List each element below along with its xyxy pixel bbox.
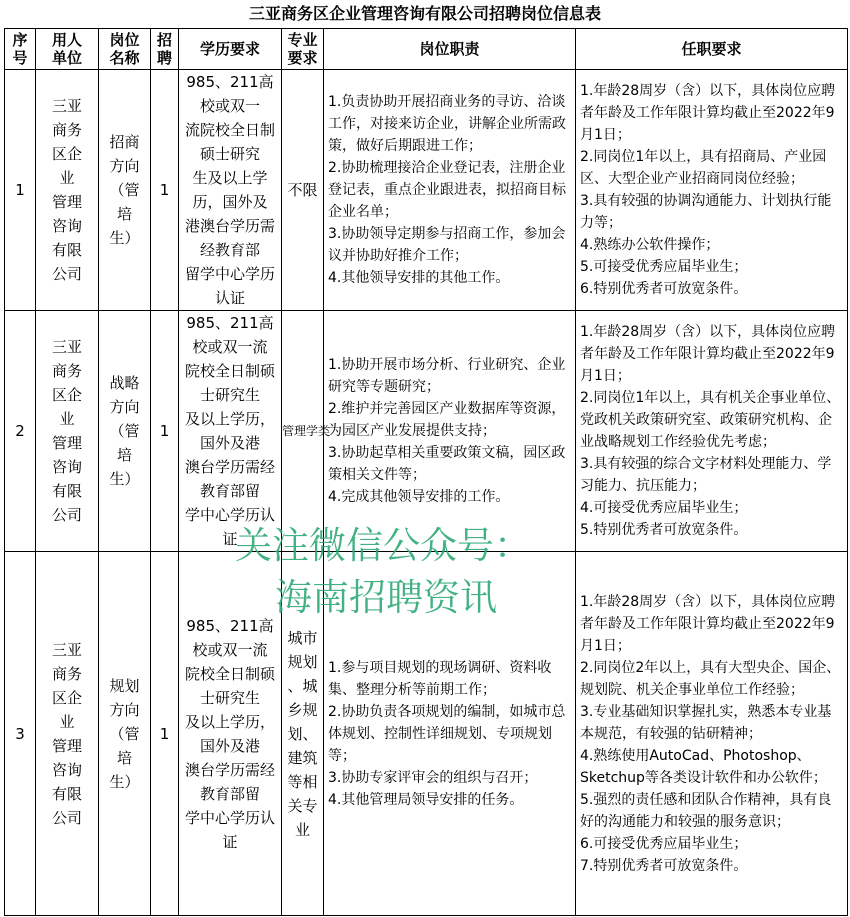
requirement-item: 5.可接受优秀应届毕业生； <box>580 259 748 275</box>
duty-item: 3.协助起草相关重要政策文稿，园区政策相关文件等； <box>328 445 566 483</box>
header-seq: 序 号 <box>5 29 36 70</box>
requirement-item: 2.同岗位1年以上，具有机关企事业单位、党政机关政策研究室、政策研究机构、企业战略规划工作经验优先考虑； <box>580 390 841 450</box>
requirement-item: 5.强烈的责任感和团队合作精神，具有良好的沟通能力和较强的服务意识； <box>580 791 832 830</box>
duty-item: 1.参与项目规划的现场调研、资料收集、整理分析等前期工作； <box>328 659 552 698</box>
header-employer: 用人 单位 <box>36 29 99 70</box>
header-major: 专业 要求 <box>282 29 324 70</box>
cell-education: 985、211高 校或双一流 院校全日制硕 士研究生 及以上学历， 国外及港 澳台学历需经 教育部留 学中心学历认 证 <box>179 311 282 552</box>
duty-item: 3.协助专家评审会的组织与召开； <box>328 769 538 786</box>
duty-item: 4.完成其他领导安排的工作。 <box>328 489 510 505</box>
requirement-item: 5.特别优秀者可放宽条件。 <box>580 522 748 538</box>
table-row <box>5 552 848 916</box>
requirement-item: 4.熟练使用AutoCad、Photoshop、Sketchup等各类设计软件和办公软件； <box>580 747 827 786</box>
requirement-item: 1.年龄28周岁（含）以下，具体岗位应聘者年龄及工作年限计算均截止至2022年9月1日； <box>580 83 836 143</box>
cell-major: 管理学类 <box>282 311 324 552</box>
requirement-item: 3.具有较强的协调沟通能力、计划执行能力等； <box>580 193 832 231</box>
cell-position: 规划 方向 （管 培 生） <box>99 552 151 916</box>
cell-seq: 2 <box>5 311 36 552</box>
requirement-item: 7.特别优秀者可放宽条件。 <box>580 857 748 874</box>
cell-employer: 三亚 商务 区企 业 管理 咨询 有限 公司 <box>36 70 99 311</box>
cell-duties <box>324 552 576 916</box>
requirement-item: 4.可接受优秀应届毕业生； <box>580 500 748 516</box>
cell-requirements <box>576 70 848 311</box>
cell-position: 招商 方向 （管 培 生） <box>99 70 151 311</box>
table-title: 三亚商务区企业管理咨询有限公司招聘岗位信息表 <box>248 4 601 23</box>
header-position: 岗位 名称 <box>99 29 151 70</box>
requirement-item: 1.年龄28周岁（含）以下，具体岗位应聘者年龄及工作年限计算均截止至2022年9月1日； <box>580 324 836 384</box>
duty-item: 4.其他领导安排的其他工作。 <box>328 270 510 286</box>
cell-employer: 三亚 商务 区企 业 管理 咨询 有限 公司 <box>36 311 99 552</box>
table-row <box>5 70 848 311</box>
duty-item: 3.协助领导定期参与招商工作，参加会议并协助好推介工作； <box>328 226 566 264</box>
requirement-item: 1.年龄28周岁（含）以下，具体岗位应聘者年龄及工作年限计算均截止至2022年9月1日； <box>580 593 836 654</box>
cell-duties <box>324 311 576 552</box>
duty-item: 2.协助负责各项规划的编制，如城市总体规划、控制性详细规划、专项规划等； <box>328 703 566 764</box>
duty-item: 4.其他管理局领导安排的任务。 <box>328 791 524 808</box>
cell-major: 不限 <box>282 70 324 311</box>
duty-item: 1.协助开展市场分析、行业研究、企业研究等专题研究； <box>328 357 566 395</box>
header-requirements: 任职要求 <box>576 29 848 70</box>
cell-requirements <box>576 311 848 552</box>
header-row <box>5 29 848 70</box>
cell-major: 城市 规划 、城 乡规 划、 建筑 等相 关专 业 <box>282 552 324 916</box>
header-duties: 岗位职责 <box>324 29 576 70</box>
requirement-item: 4.熟练办公软件操作； <box>580 237 720 253</box>
duty-item: 2.维护并完善园区产业数据库等资源，为园区产业发展提供支持； <box>328 401 566 439</box>
cell-duties <box>324 70 576 311</box>
requirement-item: 3.专业基础知识掌握扎实，熟悉本专业基本规范，有较强的钻研精神； <box>580 703 832 742</box>
cell-requirements <box>576 552 848 916</box>
cell-count: 1 <box>151 70 179 311</box>
requirement-item: 2.同岗位1年以上，具有招商局、产业园区、大型企业产业招商同岗位经验； <box>580 149 827 187</box>
requirement-item: 6.可接受优秀应届毕业生； <box>580 835 748 852</box>
duty-item: 2.协助梳理接洽企业登记表，注册企业登记表，重点企业跟进表，拟招商目标企业名单； <box>328 160 566 220</box>
header-count: 招 聘 <box>151 29 179 70</box>
cell-count: 1 <box>151 552 179 916</box>
watermark-line1: 关注微信公众号： <box>235 524 531 567</box>
duty-item: 1.负责协助开展招商业务的寻访、洽谈工作，对接来访企业，讲解企业所需政策，做好后期跟进工作； <box>328 94 566 154</box>
cell-seq: 1 <box>5 70 36 311</box>
requirement-item: 3.具有较强的综合文字材料处理能力、学习能力、抗压能力； <box>580 456 832 494</box>
table-row <box>5 311 848 552</box>
cell-count: 1 <box>151 311 179 552</box>
header-education: 学历要求 <box>179 29 282 70</box>
recruitment-table <box>4 28 848 916</box>
cell-employer: 三亚 商务 区企 业 管理 咨询 有限 公司 <box>36 552 99 916</box>
watermark-line2: 海南招聘资讯 <box>275 576 497 619</box>
requirement-item: 6.特别优秀者可放宽条件。 <box>580 281 748 297</box>
cell-education: 985、211高 校或双一流 院校全日制硕 士研究生 及以上学历， 国外及港 澳台学历需经 教育部留 学中心学历认 证 <box>179 552 282 916</box>
cell-position: 战略 方向 （管 培 生） <box>99 311 151 552</box>
cell-education: 985、211高 校或双一 流院校全日制 硕士研究 生及以上学 历，国外及 港澳台学历需 经教育部 留学中心学历 认证 <box>179 70 282 311</box>
cell-seq: 3 <box>5 552 36 916</box>
requirement-item: 2.同岗位2年以上，具有大型央企、国企、规划院、机关企事业单位工作经验； <box>580 659 841 698</box>
